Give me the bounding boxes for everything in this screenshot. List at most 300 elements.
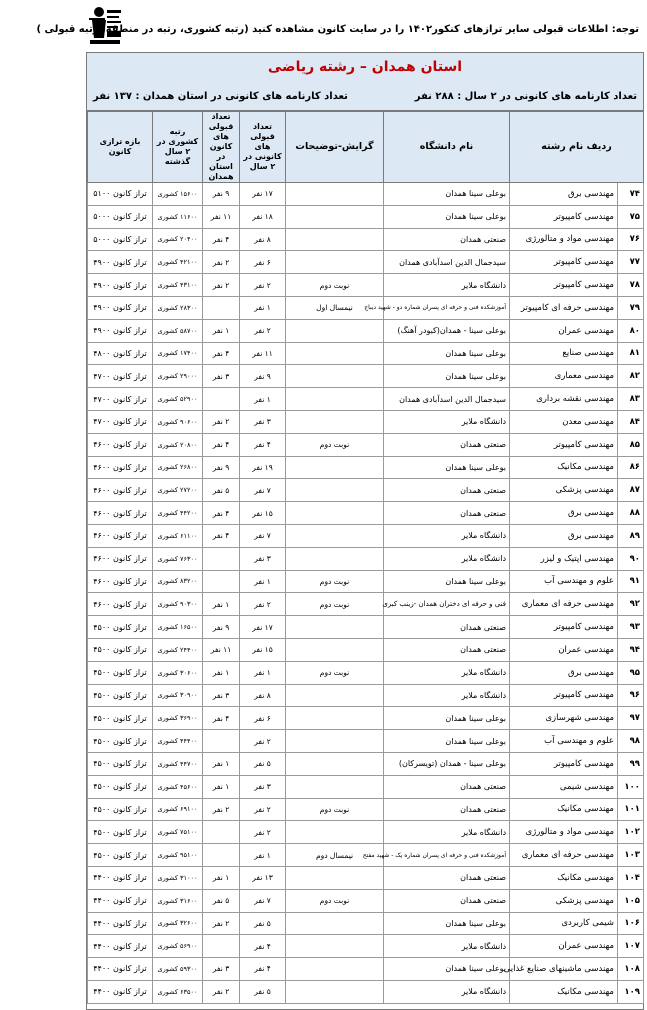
accepted-2y-cell: ۶ نفر [240,251,286,274]
best-rank-cell: ۶۳۵۰۰ کشوری [153,980,203,1003]
note-cell [286,866,384,889]
row-number: ۷۹ [618,296,644,319]
note-cell [286,456,384,479]
major-name: مهندسی عمران [510,935,618,958]
table-row [88,661,644,684]
note-cell: نوبت دوم [286,661,384,684]
accepted-2y-cell: ۳ نفر [240,547,286,570]
note-cell [286,228,384,251]
major-name: مهندسی کامپیوتر [510,274,618,297]
row-number: ۹۴ [618,638,644,661]
level-range-cell: تراز کانون ۴۷۰۰ [88,410,153,433]
university-name: بوعلی سینا همدان [384,205,510,228]
university-name: دانشگاه ملایر [384,274,510,297]
accepted-2y-cell: ۷ نفر [240,479,286,502]
university-name: بوعلی سینا همدان [384,365,510,388]
university-name: بوعلی سینا همدان [384,707,510,730]
university-name: دانشگاه ملایر [384,524,510,547]
best-rank-cell: ۲۴۴۰۰ کشوری [153,638,203,661]
table-row [88,410,644,433]
university-name: سیدجمال الدین اسدآبادی همدان [384,388,510,411]
accepted-province-cell: ۵ نفر [203,479,240,502]
best-rank-cell: ۳۱۶۰۰ کشوری [153,889,203,912]
university-name: صنعتی همدان [384,433,510,456]
level-range-cell: تراز کانون ۴۵۰۰ [88,638,153,661]
major-name: مهندسی برق [510,661,618,684]
university-name: صنعتی همدان [384,866,510,889]
best-rank-cell: ۱۱۶۰۰ کشوری [153,205,203,228]
note-cell [286,365,384,388]
table-row [88,502,644,525]
accepted-2y-cell: ۳ نفر [240,775,286,798]
university-name: دانشگاه ملایر [384,821,510,844]
university-name: صنعتی همدان [384,228,510,251]
accepted-province-cell [203,844,240,867]
university-name: دانشگاه ملایر [384,684,510,707]
accepted-2y-cell: ۱ نفر [240,388,286,411]
major-name: مهندسی اپتیک و لیزر [510,547,618,570]
table-row [88,844,644,867]
row-number: ۸۷ [618,479,644,502]
note-cell [286,183,384,206]
note-cell [286,342,384,365]
note-cell: نوبت دوم [286,570,384,593]
accepted-province-cell [203,730,240,753]
row-number: ۸۸ [618,502,644,525]
major-name: مهندسی معماری [510,365,618,388]
accepted-2y-cell: ۱۹ نفر [240,456,286,479]
university-name: آموزشکده فنی و حرفه ای پسران شماره دو - شهید دیباج [384,296,510,319]
accepted-2y-cell: ۳ نفر [240,410,286,433]
accepted-province-cell [203,547,240,570]
level-range-cell: تراز کانون ۴۶۰۰ [88,456,153,479]
note-cell [286,730,384,753]
accepted-province-cell: ۴ نفر [203,707,240,730]
best-rank-cell: ۲۰۸۰۰ کشوری [153,433,203,456]
major-name: مهندسی ماشینهای صنایع غذایی [510,958,618,981]
best-rank-cell: ۶۱۱۰۰ کشوری [153,524,203,547]
note-cell [286,958,384,981]
major-name: مهندسی برق [510,183,618,206]
accepted-province-cell: ۹ نفر [203,456,240,479]
accepted-province-cell: ۲ نفر [203,912,240,935]
accepted-2y-cell: ۱۸ نفر [240,205,286,228]
level-range-cell: تراز کانون ۴۵۰۰ [88,707,153,730]
level-range-cell: تراز کانون ۴۵۰۰ [88,844,153,867]
table-row [88,479,644,502]
major-name: مهندسی کامپیوتر [510,616,618,639]
accepted-province-cell: ۳ نفر [203,684,240,707]
best-rank-cell: ۲۶۸۰۰ کشوری [153,456,203,479]
note-cell: نوبت دوم [286,798,384,821]
note-cell [286,684,384,707]
row-number: ۸۹ [618,524,644,547]
level-range-cell: تراز کانون ۴۴۰۰ [88,912,153,935]
accepted-province-cell: ۲ نفر [203,798,240,821]
university-name: بوعلی سینا همدان [384,730,510,753]
accepted-2y-cell: ۱۷ نفر [240,183,286,206]
col-note-header: گرایش-توضیحات [286,112,384,183]
accepted-province-cell: ۹ نفر [203,616,240,639]
level-range-cell: تراز کانون ۴۷۰۰ [88,388,153,411]
note-cell: نیمسال اول [286,296,384,319]
row-number: ۹۷ [618,707,644,730]
major-name: مهندسی کامپیوتر [510,205,618,228]
major-name: مهندسی کامپیوتر [510,684,618,707]
results-sheet [86,52,644,1010]
level-range-cell: تراز کانون ۵۰۰۰ [88,228,153,251]
accepted-2y-cell: ۱۱ نفر [240,342,286,365]
table-row [88,821,644,844]
note-cell [286,775,384,798]
accepted-2y-cell: ۴ نفر [240,433,286,456]
note-cell [286,616,384,639]
university-name: صنعتی همدان [384,798,510,821]
table-row [88,456,644,479]
best-rank-cell: ۲۹۰۰۰ کشوری [153,365,203,388]
accepted-2y-cell: ۱ نفر [240,296,286,319]
accepted-2y-cell: ۱۵ نفر [240,638,286,661]
level-range-cell: تراز کانون ۴۵۰۰ [88,661,153,684]
accepted-2y-cell: ۲ نفر [240,730,286,753]
table-row [88,775,644,798]
accepted-2y-cell: ۲ نفر [240,274,286,297]
level-range-cell: تراز کانون ۴۵۰۰ [88,775,153,798]
accepted-2y-cell: ۷ نفر [240,889,286,912]
note-cell [286,410,384,433]
accepted-province-cell: ۵ نفر [203,889,240,912]
accepted-province-cell: ۴ نفر [203,342,240,365]
accepted-2y-cell: ۱۷ نفر [240,616,286,639]
row-number: ۱۰۴ [618,866,644,889]
table-row [88,912,644,935]
best-rank-cell: ۱۶۵۰۰ کشوری [153,616,203,639]
best-rank-cell: ۷۵۱۰۰ کشوری [153,821,203,844]
accepted-province-cell [203,821,240,844]
best-rank-cell: ۹۵۱۰۰ کشوری [153,844,203,867]
col-accepted-2y-header: تعداد قبولی های کانونی در ۲ سال [240,112,286,183]
accepted-2y-cell: ۵ نفر [240,912,286,935]
row-number: ۹۶ [618,684,644,707]
level-range-cell: تراز کانون ۴۴۰۰ [88,935,153,958]
results-table [87,111,644,1004]
accepted-province-cell [203,570,240,593]
level-range-cell: تراز کانون ۵۰۰۰ [88,205,153,228]
accepted-2y-cell: ۲ نفر [240,821,286,844]
accepted-2y-cell: ۸ نفر [240,228,286,251]
major-name: علوم و مهندسی آب [510,730,618,753]
major-name: مهندسی حرفه ای معماری [510,593,618,616]
university-name: بوعلی سینا همدان [384,958,510,981]
accepted-province-cell: ۱ نفر [203,593,240,616]
level-range-cell: تراز کانون ۴۶۰۰ [88,479,153,502]
university-name: دانشگاه ملایر [384,661,510,684]
note-cell: نوبت دوم [286,274,384,297]
best-rank-cell: ۸۳۲۰۰ کشوری [153,570,203,593]
col-best-rank-header: رتبه کشوری در ۲ سال گذشته [153,112,203,183]
university-name: صنعتی همدان [384,889,510,912]
row-number: ۹۵ [618,661,644,684]
row-number: ۷۵ [618,205,644,228]
table-row [88,958,644,981]
row-number: ۷۴ [618,183,644,206]
row-number: ۸۶ [618,456,644,479]
accepted-province-cell: ۳ نفر [203,365,240,388]
best-rank-cell: ۴۴۷۰۰ کشوری [153,752,203,775]
table-row [88,570,644,593]
level-range-cell: تراز کانون ۴۹۰۰ [88,251,153,274]
best-rank-cell: ۲۰۴۰۰ کشوری [153,228,203,251]
best-rank-cell: ۴۴۴۰۰ کشوری [153,730,203,753]
accepted-2y-cell: ۲ نفر [240,593,286,616]
accepted-2y-cell: ۱ نفر [240,661,286,684]
table-row [88,980,644,1003]
major-name: علوم و مهندسی آب [510,570,618,593]
best-rank-cell: ۷۶۳۰۰ کشوری [153,547,203,570]
table-row [88,365,644,388]
row-number: ۸۰ [618,319,644,342]
major-name: مهندسی کامپیوتر [510,433,618,456]
university-name: دانشگاه ملایر [384,410,510,433]
table-row [88,935,644,958]
level-range-cell: تراز کانون ۴۶۰۰ [88,433,153,456]
best-rank-cell: ۴۲۱۰۰ کشوری [153,251,203,274]
level-range-cell: تراز کانون ۴۴۰۰ [88,866,153,889]
table-row [88,388,644,411]
accepted-2y-cell: ۵ نفر [240,980,286,1003]
level-range-cell: تراز کانون ۴۹۰۰ [88,274,153,297]
table-row [88,684,644,707]
level-range-cell: تراز کانون ۴۵۰۰ [88,752,153,775]
note-cell [286,479,384,502]
row-number: ۱۰۵ [618,889,644,912]
level-range-cell: تراز کانون ۴۹۰۰ [88,319,153,342]
major-name: مهندسی برق [510,502,618,525]
major-name: مهندسی شهرسازی [510,707,618,730]
major-name: شیمی کاربردی [510,912,618,935]
university-name: صنعتی همدان [384,775,510,798]
major-name: مهندسی مکانیک [510,980,618,1003]
level-range-cell: تراز کانون ۴۹۰۰ [88,296,153,319]
row-number: ۸۵ [618,433,644,456]
accepted-province-cell: ۳ نفر [203,958,240,981]
major-name: مهندسی عمران [510,638,618,661]
level-range-cell: تراز کانون ۴۵۰۰ [88,616,153,639]
accepted-province-cell: ۴ نفر [203,228,240,251]
major-name: مهندسی حرفه ای کامپیوتر [510,296,618,319]
accepted-2y-cell: ۷ نفر [240,524,286,547]
row-number: ۱۰۲ [618,821,644,844]
major-name: مهندسی مواد و متالورژی [510,228,618,251]
row-number: ۹۸ [618,730,644,753]
university-name: بوعلی سینا - همدان(کبودر آهنگ) [384,319,510,342]
major-name: مهندسی عمران [510,319,618,342]
table-row [88,593,644,616]
table-row [88,730,644,753]
best-rank-cell: ۲۷۲۰۰ کشوری [153,479,203,502]
university-name: دانشگاه ملایر [384,980,510,1003]
table-row [88,638,644,661]
best-rank-cell: ۹۰۶۰۰ کشوری [153,410,203,433]
row-number: ۱۰۳ [618,844,644,867]
accepted-province-cell: ۹ نفر [203,183,240,206]
note-cell [286,319,384,342]
row-number: ۱۰۰ [618,775,644,798]
accepted-province-cell: ۲ نفر [203,274,240,297]
note-cell [286,752,384,775]
level-range-cell: تراز کانون ۴۵۰۰ [88,684,153,707]
table-row [88,524,644,547]
note-cell [286,388,384,411]
accepted-province-cell: ۲ نفر [203,980,240,1003]
level-range-cell: تراز کانون ۴۶۰۰ [88,570,153,593]
accepted-2y-cell: ۱۳ نفر [240,866,286,889]
accepted-2y-cell: ۵ نفر [240,752,286,775]
accepted-province-cell: ۱ نفر [203,752,240,775]
major-name: مهندسی برق [510,524,618,547]
accepted-2y-cell: ۱ نفر [240,570,286,593]
note-cell [286,251,384,274]
best-rank-cell: ۴۵۶۰۰ کشوری [153,775,203,798]
col-accepted-province-header: تعداد قبولی های کانون در استان همدان [203,112,240,183]
level-range-cell: تراز کانون ۴۷۰۰ [88,365,153,388]
note-cell [286,524,384,547]
col-no-label: ردیف [586,141,612,153]
table-row [88,547,644,570]
best-rank-cell: ۲۸۳۰۰ کشوری [153,296,203,319]
table-row [88,866,644,889]
accepted-province-cell: ۱ نفر [203,319,240,342]
accepted-province-cell: ۴ نفر [203,502,240,525]
university-name: صنعتی همدان [384,479,510,502]
row-number: ۸۳ [618,388,644,411]
level-range-cell: تراز کانون ۴۵۰۰ [88,798,153,821]
accepted-2y-cell: ۴ نفر [240,935,286,958]
major-name: مهندسی پزشکی [510,479,618,502]
accepted-2y-cell: ۱۵ نفر [240,502,286,525]
best-rank-cell: ۳۲۶۰۰ کشوری [153,912,203,935]
university-name: فنی و حرفه ای دختران همدان -زینب کبری [384,593,510,616]
best-rank-cell: ۳۶۹۰۰ کشوری [153,707,203,730]
university-name: صنعتی همدان [384,638,510,661]
major-name: مهندسی کامپیوتر [510,752,618,775]
row-number: ۱۰۹ [618,980,644,1003]
major-name: مهندسی مواد و متالورژی [510,821,618,844]
row-number: ۹۱ [618,570,644,593]
level-range-cell: تراز کانون ۴۴۰۰ [88,980,153,1003]
row-number: ۱۰۷ [618,935,644,958]
row-number: ۱۰۶ [618,912,644,935]
row-number: ۹۳ [618,616,644,639]
notice-text: توجه: اطلاعات قبولی سایر ترازهای کنکور۱۴۰۲ را در سایت کانون مشاهده کنید (رتبه کشوری، رتبه در منطقه، رتبه قبولی ) [36,24,639,35]
note-cell: نوبت دوم [286,593,384,616]
table-row [88,433,644,456]
row-number: ۷۷ [618,251,644,274]
note-cell [286,547,384,570]
row-number: ۷۸ [618,274,644,297]
best-rank-cell: ۱۷۴۰۰ کشوری [153,342,203,365]
university-name: صنعتی همدان [384,616,510,639]
level-range-cell: تراز کانون ۴۴۰۰ [88,889,153,912]
top-banner [0,0,647,52]
accepted-province-cell [203,296,240,319]
best-rank-cell: ۵۸۷۰۰ کشوری [153,319,203,342]
col-major-header [510,112,644,183]
level-range-cell: تراز کانون ۴۶۰۰ [88,524,153,547]
level-range-cell: تراز کانون ۴۵۰۰ [88,730,153,753]
note-cell [286,821,384,844]
row-number: ۸۱ [618,342,644,365]
level-range-cell: تراز کانون ۵۱۰۰ [88,183,153,206]
best-rank-cell: ۳۰۹۰۰ کشوری [153,684,203,707]
table-row [88,616,644,639]
table-body [88,183,644,1004]
province-count: تعداد کارنامه های کانونی در استان همدان : ۱۳۷ نفر [93,91,348,102]
university-name: آموزشکده فنی و حرفه ای پسران شماره یک - شهید مفتح [384,844,510,867]
note-cell [286,502,384,525]
level-range-cell: تراز کانون ۴۸۰۰ [88,342,153,365]
row-number: ۱۰۱ [618,798,644,821]
two-year-count: تعداد کارنامه های کانونی در ۲ سال : ۲۸۸ نفر [414,91,637,102]
accepted-province-cell: ۱ نفر [203,775,240,798]
col-university-header: نام دانشگاه [384,112,510,183]
level-range-cell: تراز کانون ۴۶۰۰ [88,593,153,616]
level-range-cell: تراز کانون ۴۴۰۰ [88,958,153,981]
note-cell: نوبت دوم [286,433,384,456]
accepted-2y-cell: ۱ نفر [240,844,286,867]
university-name: بوعلی سینا همدان [384,912,510,935]
accepted-province-cell: ۱ نفر [203,661,240,684]
university-name: بوعلی سینا - همدان (تویسرکان) [384,752,510,775]
university-name: بوعلی سینا همدان [384,456,510,479]
best-rank-cell: ۶۹۱۰۰ کشوری [153,798,203,821]
accepted-2y-cell: ۶ نفر [240,707,286,730]
table-row [88,889,644,912]
accepted-2y-cell: ۹ نفر [240,365,286,388]
accepted-province-cell: ۲ نفر [203,410,240,433]
row-number: ۹۰ [618,547,644,570]
table-row [88,798,644,821]
major-name: مهندسی معدن [510,410,618,433]
accepted-province-cell [203,935,240,958]
university-name: دانشگاه ملایر [384,547,510,570]
table-row [88,274,644,297]
major-name: مهندسی پزشکی [510,889,618,912]
level-range-cell: تراز کانون ۴۵۰۰ [88,821,153,844]
table-row [88,296,644,319]
row-number: ۸۲ [618,365,644,388]
accepted-2y-cell: ۴ نفر [240,958,286,981]
accepted-2y-cell: ۸ نفر [240,684,286,707]
table-row [88,707,644,730]
note-cell: نوبت دوم [286,889,384,912]
level-range-cell: تراز کانون ۴۶۰۰ [88,502,153,525]
best-rank-cell: ۴۳۱۰۰ کشوری [153,274,203,297]
note-cell [286,912,384,935]
university-name: صنعتی همدان [384,502,510,525]
university-name: بوعلی سینا همدان [384,342,510,365]
best-rank-cell: ۱۵۶۰۰ کشوری [153,183,203,206]
accepted-2y-cell: ۲ نفر [240,319,286,342]
table-header-row [88,112,644,183]
major-name: مهندسی شیمی [510,775,618,798]
row-number: ۹۹ [618,752,644,775]
note-cell [286,205,384,228]
accepted-province-cell: ۲ نفر [203,251,240,274]
col-level-range-header: بازه ترازی کانون [88,112,153,183]
accepted-province-cell [203,388,240,411]
table-row [88,205,644,228]
